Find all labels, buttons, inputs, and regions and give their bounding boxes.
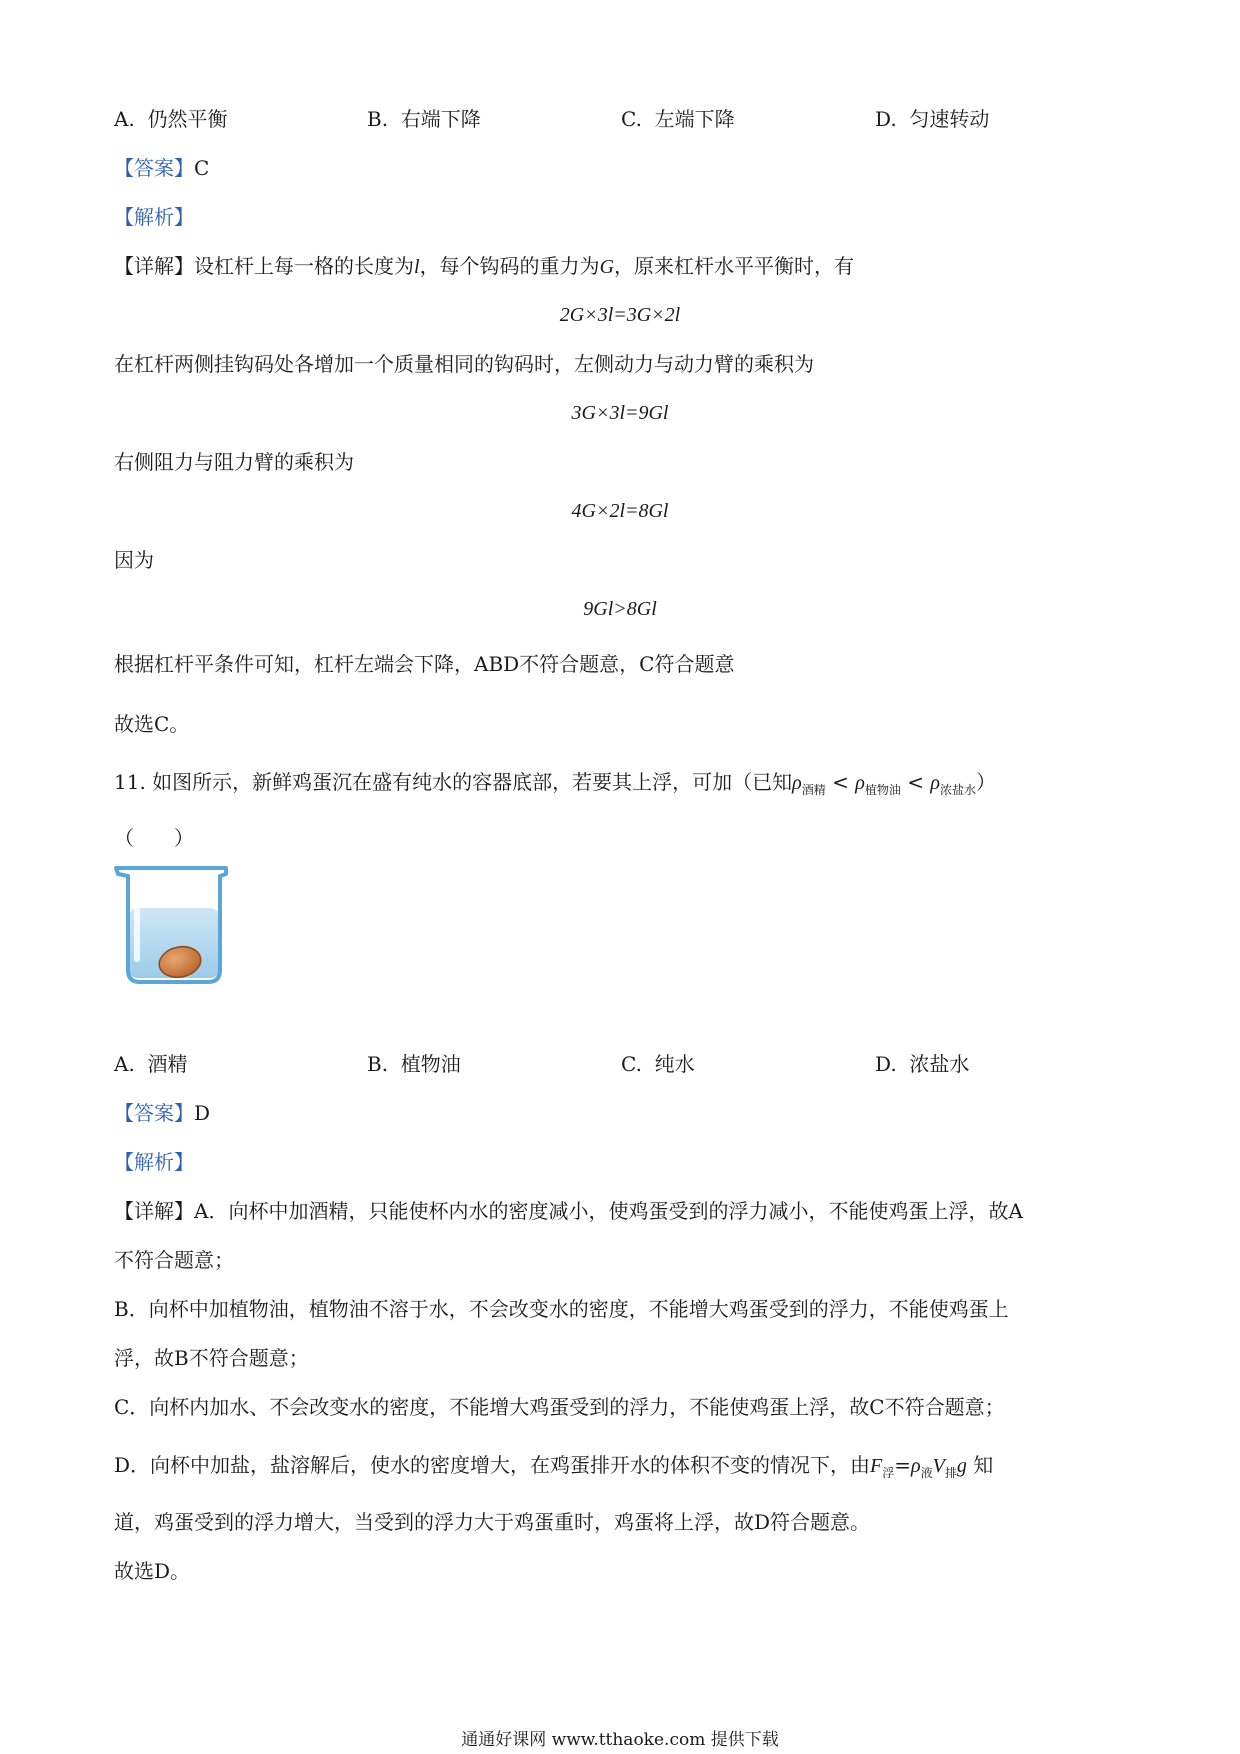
page-footer[interactable]: 通通好课网 www.tthaoke.com 提供下载: [461, 1730, 779, 1750]
option-letter: B.: [367, 1052, 389, 1076]
option-letter: D.: [875, 1052, 897, 1076]
option-text: 左端下降: [654, 107, 735, 131]
q10-text-5: 根据杠杆平条件可知，杠杆左端会下降，ABD不符合题意，C符合题意: [114, 652, 735, 676]
detail-tag: 【详解】: [114, 254, 194, 278]
detail-tag: 【详解】: [114, 1199, 194, 1223]
answer-tag: 【答案】: [114, 1101, 194, 1125]
analysis-tag: 【解析】: [114, 205, 194, 229]
detail-text: ，每个钩码的重力为: [419, 254, 600, 278]
detail-text: ，原来杠杆水平平衡时，有: [614, 254, 855, 278]
equation-1: 2G×3l=3G×2l: [559, 304, 681, 326]
option-text: 匀速转动: [909, 107, 990, 131]
detail-text: A．向杯中加酒精，只能使杯内水的密度减小，使鸡蛋受到的浮力减小，不能使鸡蛋上浮，故A: [194, 1199, 1023, 1223]
sub-brine: 浓盐水: [940, 783, 977, 797]
q11-detail-a2: 不符合题意；: [114, 1248, 234, 1272]
option-letter: C.: [621, 107, 642, 131]
q10-text-3: 右侧阻力与阻力臂的乘积为: [114, 450, 354, 474]
option-letter: A.: [114, 107, 135, 131]
q11-analysis-tag: [114, 1148, 194, 1176]
var-g: G: [599, 256, 615, 278]
option-text: 右端下降: [400, 107, 481, 131]
q11-answer: [114, 1099, 210, 1127]
q10-option-a: [114, 105, 228, 133]
option-text: 纯水: [654, 1052, 695, 1076]
q10-detail-line: [114, 252, 854, 281]
equation-2: 3G×3l=9Gl: [571, 402, 669, 424]
rho-symbol: ρ: [930, 772, 940, 794]
formula-g: g: [956, 1455, 967, 1477]
formula-sub: 排: [944, 1466, 957, 1480]
equation-4: 9Gl>8Gl: [583, 598, 657, 620]
detail-text: 知: [973, 1453, 994, 1477]
q10-analysis-tag: [114, 203, 194, 231]
formula-f: F: [870, 1455, 883, 1477]
option-text: 浓盐水: [909, 1052, 970, 1076]
beaker-egg-figure: [114, 862, 238, 988]
q11-option-c: [621, 1050, 695, 1078]
sub-alcohol: 酒精: [801, 783, 826, 797]
rho-symbol: ρ: [792, 772, 802, 794]
option-letter: A.: [114, 1052, 135, 1076]
q10-answer: [114, 154, 209, 182]
answer-value: C: [194, 156, 210, 180]
option-text: 酒精: [147, 1052, 188, 1076]
option-letter: D.: [875, 107, 897, 131]
equation-3: 4G×2l=8Gl: [571, 500, 669, 522]
detail-text: 设杠杆上每一格的长度为: [194, 254, 414, 278]
answer-value: D: [194, 1101, 211, 1125]
stem-end: ）: [976, 770, 997, 794]
option-text: 植物油: [400, 1052, 461, 1076]
q10-conclusion: 故选C。: [114, 712, 190, 736]
q11-detail-a1: [114, 1197, 1023, 1225]
sub-oil: 植物油: [864, 783, 901, 797]
q11-detail-c: C．向杯内加水、不会改变水的密度，不能增大鸡蛋受到的浮力，不能使鸡蛋上浮，故C不符合题意；: [114, 1395, 1005, 1419]
formula-sub: 浮: [882, 1466, 895, 1480]
rho-symbol: ρ: [855, 772, 865, 794]
q10-text-2: 在杠杆两侧挂钩码处各增加一个质量相同的钩码时，左侧动力与动力臂的乘积为: [114, 352, 814, 376]
less-than: <: [907, 770, 925, 794]
beaker-highlight: [134, 882, 140, 962]
q10-text-4: 因为: [114, 548, 154, 572]
analysis-tag: 【解析】: [114, 1150, 194, 1174]
formula-eq: =: [894, 1453, 912, 1477]
option-text: 仍然平衡: [147, 107, 228, 131]
q11-detail-d2: 道，鸡蛋受到的浮力增大，当受到的浮力大于鸡蛋重时，鸡蛋将上浮，故D符合题意。: [114, 1510, 871, 1534]
detail-text: D．向杯中加盐，盐溶解后，使水的密度增大，在鸡蛋排开水的体积不变的情况下，由: [114, 1453, 871, 1477]
formula-sub: 液: [920, 1466, 933, 1480]
q11-stem: [114, 768, 996, 804]
q10-option-d: [875, 105, 989, 133]
formula-rho: ρ: [911, 1455, 921, 1477]
q11-option-a: [114, 1050, 188, 1078]
var-l: l: [414, 256, 420, 278]
option-letter: C.: [621, 1052, 642, 1076]
option-letter: B.: [367, 107, 389, 131]
q11-detail-b2: 浮，故B不符合题意；: [114, 1346, 309, 1370]
q11-blank: （ ）: [114, 826, 194, 850]
q10-option-b: [367, 105, 481, 133]
q11-conclusion: 故选D。: [114, 1559, 191, 1583]
formula-v: V: [932, 1455, 945, 1477]
answer-tag: 【答案】: [114, 156, 194, 180]
q11-detail-b1: B．向杯中加植物油，植物油不溶于水，不会改变水的密度，不能增大鸡蛋受到的浮力，不能使鸡蛋上: [114, 1297, 1009, 1321]
q11-option-d: [875, 1050, 969, 1078]
q10-option-c: [621, 105, 735, 133]
q11-detail-d1: [114, 1451, 993, 1487]
q11-option-b: [367, 1050, 461, 1078]
less-than: <: [832, 770, 849, 794]
stem-text: 11. 如图所示，新鲜鸡蛋沉在盛有纯水的容器底部，若要其上浮，可加（已知: [114, 770, 793, 794]
